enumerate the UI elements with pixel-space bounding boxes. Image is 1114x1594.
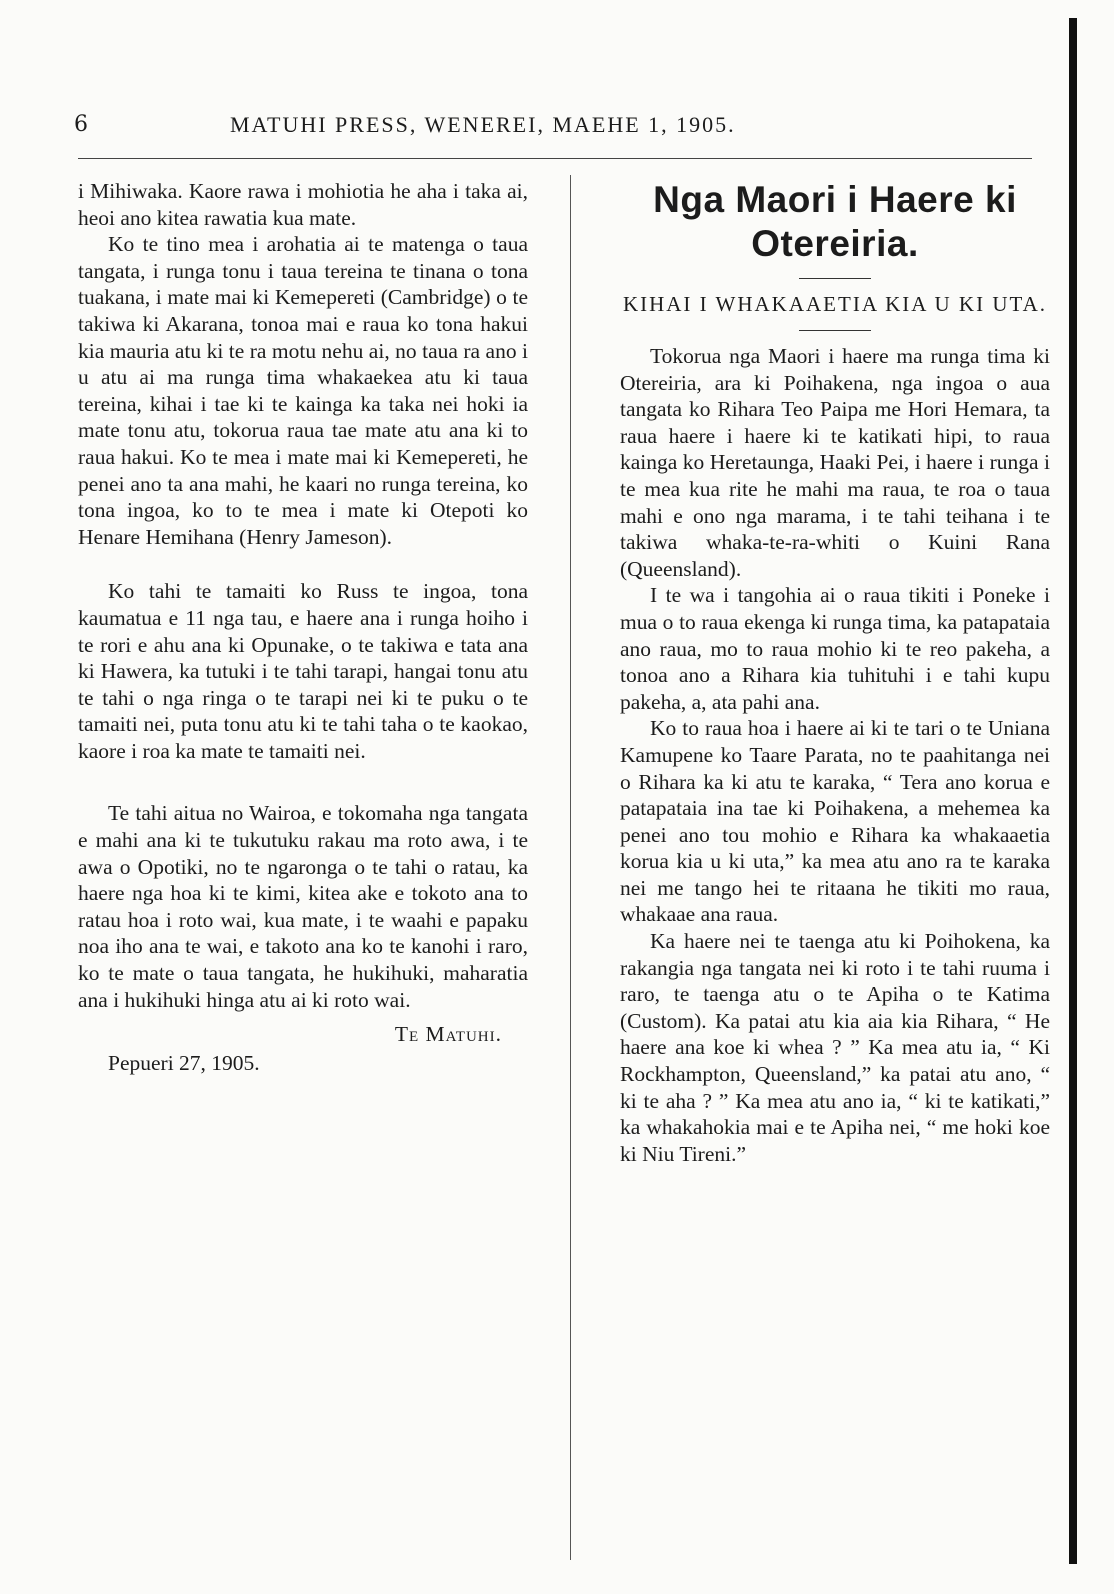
- left-paragraph-2: Ko te tino mea i arohatia ai te matenga o taua tangata, i runga tonu i taua tereina te tinana o tona tuakana, i mate mai ki Kemepereti (Cambridge) o te takiwa ki Akarana, tonoa mai e raua ko tona hakui kia mauria atu ki te ra motu nehu ai, no taua ra ano i u atu ai ma runga tima whakaekea atu ki taua tereina, kihai i tae ki te kainga ka taka nei hoki ia mate tonu atu, tokorua raua tae mate atu ana ki to raua hakui. Ko te mea i mate mai ki Kemepereti, he penei ano ta ana mahi, he kaari no runga tereina, ko tona ingoa, ko to te mea i mate ki Otepoti ko Henare Hemihana (Henry Jameson).: [78, 232, 528, 549]
- left-paragraph-3: Ko tahi te tamaiti ko Russ te ingoa, tona kaumatua e 11 nga tau, e haere ana i runga hoiho i te rori e ahu ana ki Opunake, o te takiwa e tata ana ki Hawera, ka tutuki i te tahi tarapi, hangai tonu atu te tahi o nga ringa o te tarapi nei ki te puku o te tamaiti nei, puta tonu atu ki te tahi taha o te kaokao, kaore i roa ka mate te tamaiti nei.: [78, 579, 528, 763]
- title-rule: [799, 278, 871, 279]
- left-paragraph-4: Te tahi aitua no Wairoa, e tokomaha nga tangata e mahi ana ki te tukutuku rakau ma roto awa, i te awa o Opotiki, no te ngaronga o te tahi o ratau, ka haere nga hoa ki te kimi, kitea ake e tokoto ana to ratau hoa i roto wai, kua mate, i te waahi e papaku noa iho ana te wai, e takoto ana ko te kanohi i raro, ko te mate o taua tangata, he hukihuki, maharatia ana i hukihuki hinga atu ai ki roto wai.: [78, 801, 528, 1012]
- column-divider: [570, 175, 571, 1560]
- article-title: Nga Maori i Haere ki Otereiria.: [653, 179, 1017, 264]
- signature: Te Matuhi.: [394, 1022, 502, 1047]
- subheading-rule: [799, 330, 871, 331]
- right-paragraph-3: Ko to raua hoa i haere ai ki te tari o te Uniana Kamupene ko Taare Parata, no te paahitanga nei o Rihara ka ki atu te karaka, “ Tera ano korua e patapataia ina tae ki Poihakena, a mehemea ka penei ano tou mohio e Rihara ka whakaaetia korua kia u ki uta,” ka mea atu ano ra te karaka nei me tango hei te ritaana he tikiti mo raua, whakaae ana raua.: [620, 716, 1050, 927]
- running-head: MATUHI PRESS, WENEREI, MAEHE 1, 1905.: [230, 112, 736, 137]
- left-column: [78, 178, 528, 1076]
- right-paragraph-4: Ka haere nei te taenga atu ki Poihokena, ka rakangia nga tangata nei ki roto i te tahi ruuma i raro, te taenga atu o te Apiha o te Katima (Custom). Ka patai atu kia aia kia Rihara, “ He haere ana koe ki whea ? ” Ka mea atu ia, “ Ki Rockhampton, Queensland,” ka patai atu ano, “ ki te aha ? ” Ka mea atu ano ia, “ ki te katikati,” ka whakahokia mai e te Apiha nei, “ me hoki koe ki Niu Tireni.”: [620, 929, 1050, 1166]
- right-paragraph-1: Tokorua nga Maori i haere ma runga tima ki Otereiria, ara ki Poihakena, nga ingoa o aua tangata ko Rihara Teo Paipa me Hori Hemara, ta raua haere i haere ki te katikati hipi, to raua kainga ko Heretaunga, Haaki Pei, i haere i runga i te mea kua rite he mahi ma raua, te roa o taua mahi e ono nga marama, i te tahi teihana i te takiwa whaka-te-ra-whiti o Kuini Rana (Queensland).: [620, 344, 1050, 581]
- right-paragraph-2: I te wa i tangohia ai o raua tikiti i Poneke i mua o to raua ekenga ki runga tima, ka patapataia ano raua, mo to raua mohio ki te reo pakeha, a tonoa ano a Rihara kia tuhituhi i e tahi kupu pakeha, a, ata pahi ana.: [620, 583, 1050, 714]
- page-right-border: [1069, 18, 1077, 1564]
- dateline: Pepueri 27, 1905.: [108, 1050, 260, 1075]
- left-paragraph-1: i Mihiwaka. Kaore rawa i mohiotia he aha i taka ai, heoi ano kitea rawatia kua mate.: [78, 179, 528, 230]
- right-column: [620, 178, 1050, 1167]
- page-number: 6: [74, 112, 88, 137]
- header-rule: [78, 158, 1032, 159]
- article-subheading: KIHAI I WHAKAAETIA KIA U KI UTA.: [622, 292, 1048, 316]
